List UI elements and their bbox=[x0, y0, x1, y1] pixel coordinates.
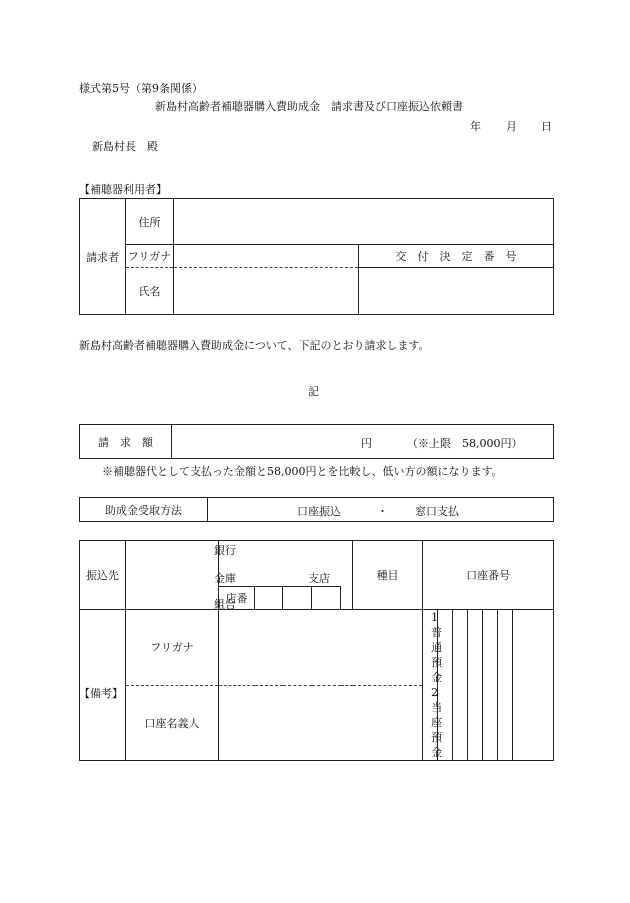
account-type-label: 種目 bbox=[353, 541, 423, 610]
holder-name-label: 口座名義人 bbox=[126, 685, 219, 761]
address-label: 住所 bbox=[126, 199, 174, 245]
date-month-label: 月 bbox=[506, 120, 517, 133]
destination-label: 振込先 bbox=[80, 541, 126, 610]
name-field[interactable] bbox=[174, 268, 359, 315]
request-statement: 新島村高齢者補聴器購入費助成金について、下記のとおり請求します。 bbox=[79, 339, 430, 352]
grant-number-label: 交 付 決 定 番 号 bbox=[359, 245, 554, 268]
receipt-method-table bbox=[79, 497, 554, 522]
account-digit-3[interactable] bbox=[468, 610, 483, 761]
claimant-table bbox=[79, 198, 554, 315]
upper-limit-note: （※上限 58,000円） bbox=[407, 437, 523, 450]
account-digit-5[interactable] bbox=[498, 610, 513, 761]
holder-furigana-field[interactable] bbox=[219, 610, 423, 686]
claim-amount-note: ※補聴器代として支払った金額と58,000円とを比較し、低い方の額になります。 bbox=[102, 465, 503, 478]
yen-unit: 円 bbox=[361, 437, 372, 450]
claim-amount-table bbox=[79, 424, 554, 459]
user-section-heading: 【補聴器利用者】 bbox=[79, 183, 167, 196]
form-number: 様式第5号（第9条関係） bbox=[79, 82, 203, 95]
account-type-ordinary[interactable]: 1普通預金 bbox=[431, 611, 443, 684]
form-title: 新島村高齢者補聴器購入費助成金 請求書及び口座振込依頼書 bbox=[155, 100, 463, 113]
account-type-current[interactable]: 2当座預金 bbox=[431, 686, 443, 759]
account-digit-6[interactable] bbox=[513, 610, 554, 761]
remarks-heading: 【備考】 bbox=[79, 687, 123, 700]
branch-number-digit-1[interactable] bbox=[255, 587, 283, 610]
claimant-furigana-field[interactable] bbox=[174, 245, 359, 268]
branch-number-digit-2[interactable] bbox=[283, 587, 312, 610]
date-year-label: 年 bbox=[470, 120, 481, 133]
option-counter-payment[interactable]: 窓口支払 bbox=[415, 505, 459, 518]
bank-type-kumiai: 組合 bbox=[214, 598, 236, 611]
account-number-label: 口座番号 bbox=[423, 541, 554, 610]
account-digit-4[interactable] bbox=[483, 610, 498, 761]
receipt-method-options bbox=[208, 498, 554, 522]
address-field[interactable] bbox=[174, 199, 554, 245]
holder-furigana-label: フリガナ bbox=[126, 610, 219, 686]
claim-amount-label: 請 求 額 bbox=[80, 425, 172, 459]
addressee: 新島村長 殿 bbox=[92, 140, 158, 153]
account-digit-2[interactable] bbox=[453, 610, 468, 761]
claimant-label: 請求者 bbox=[80, 199, 126, 315]
name-label: 氏名 bbox=[126, 268, 174, 315]
branch-spacer bbox=[341, 587, 353, 610]
claim-amount-field[interactable] bbox=[172, 425, 554, 459]
bank-name-field[interactable] bbox=[126, 541, 236, 611]
bank-transfer-table bbox=[79, 540, 554, 761]
bank-type-bank: 銀行 bbox=[214, 544, 236, 557]
ki-label: 記 bbox=[308, 385, 319, 398]
holder-name-field[interactable] bbox=[219, 685, 423, 761]
option-separator: ・ bbox=[377, 505, 388, 518]
receipt-method-label: 助成金受取方法 bbox=[80, 498, 208, 522]
date-day-label: 日 bbox=[541, 120, 552, 133]
account-type-options[interactable] bbox=[423, 610, 443, 761]
branch-number-digit-3[interactable] bbox=[312, 587, 341, 610]
option-bank-transfer[interactable]: 口座振込 bbox=[297, 505, 341, 518]
branch-suffix: 支店 bbox=[308, 572, 330, 585]
branch-number-label: 店番 bbox=[219, 587, 255, 610]
grant-number-field[interactable] bbox=[359, 268, 554, 315]
bank-type-shinkin: 金庫 bbox=[214, 572, 236, 585]
claimant-furigana-label: フリガナ bbox=[126, 245, 174, 268]
branch-name-field[interactable] bbox=[219, 541, 353, 587]
